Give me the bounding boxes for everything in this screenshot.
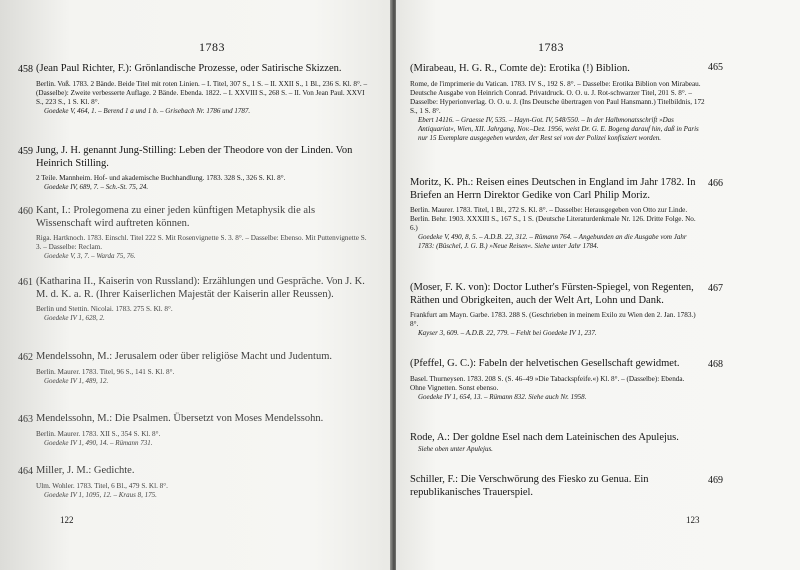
entry-body: Riga. Hartknoch. 1783. Einschl. Titel 222 S. Mit Rosenvignette S. 3. 8°. – Dasselbe: Ebenso. Mit Puttenvignette S. 3. – Dasselbe: Reclam. bbox=[36, 234, 367, 251]
catalog-entry bbox=[18, 351, 368, 386]
catalog-entry bbox=[18, 63, 368, 116]
catalog-entry bbox=[410, 282, 764, 338]
catalog-entry bbox=[18, 145, 368, 192]
entry-body: Basel. Thurneysen. 1783. 208 S. (S. 46–49 »Die Tabackspfeife.«) Kl. 8°. – (Dasselbe): Ebenda. Ohne Vignetten. Sonst ebenso. bbox=[410, 374, 685, 392]
entry-body: Berlin. Maurer. 1783. Titel, 1 Bl., 272 S. Kl. 8°. – Dasselbe: Herausgegeben von Otto zur Linde. Berlin. Behr. 1903. XXXIII S., 167 S., 1 S. (Deutsche Literaturdenkmale Nr. 126. Dritte Folge. No. 6.) bbox=[410, 206, 696, 232]
entry-heading: (Moser, F. K. von): Doctor Luther's Fürsten-Spiegel, von Regenten, Räthen und Obrigkeiten, auch der Welt Art, Lohn und Dank. bbox=[410, 282, 694, 306]
entry-references: Goedeke IV 1, 628, 2. bbox=[44, 314, 105, 322]
catalog-entry bbox=[410, 63, 764, 143]
entry-references: Kayser 3, 609. – A.D.B. 22, 779. – Fehlt bei Goedeke IV 1, 237. bbox=[418, 329, 597, 337]
entry-number: 467 bbox=[708, 283, 723, 294]
catalog-entry bbox=[18, 276, 368, 323]
entry-references: Goedeke IV, 689, 7. – Sch.-St. 75, 24. bbox=[44, 183, 149, 191]
entry-heading: Jung, J. H. genannt Jung-Stilling: Leben der Theodore von der Linden. Von Heinrich Stilling. bbox=[36, 145, 353, 169]
right-page bbox=[396, 0, 800, 570]
entry-heading: Kant, I.: Prolegomena zu einer jeden künftigen Metaphysik die als Wissenschaft wird auftreten können. bbox=[36, 205, 316, 229]
entry-references: Goedeke V, 464, 1. – Berend 1 a und 1 b. – Grisebach Nr. 1786 und 1787. bbox=[44, 106, 251, 115]
entry-body: Ulm. Wohler. 1783. Titel, 6 Bl., 479 S. Kl. 8°. bbox=[36, 481, 168, 490]
entry-number: 460 bbox=[18, 206, 33, 217]
entry-body: Berlin und Stettin. Nicolai. 1783. 275 S. Kl. 8°. bbox=[36, 305, 173, 313]
entry-heading: Schiller, F.: Die Verschwörung des Fiesko zu Genua. Ein republikanisches Trauerspiel. bbox=[410, 474, 649, 498]
entry-references: Goedeke IV 1, 1095, 12. – Kraus 8, 175. bbox=[44, 490, 157, 499]
catalog-entry bbox=[410, 474, 764, 499]
entry-number: 466 bbox=[708, 178, 723, 189]
catalog-entry bbox=[18, 205, 368, 261]
entry-body: Berlin. Maurer. 1783. XII S., 354 S. Kl. 8°. bbox=[36, 429, 161, 438]
catalog-entry bbox=[18, 413, 368, 448]
page-year-header: 1783 bbox=[199, 40, 225, 54]
entry-body: 2 Teile. Mannheim. Hof- und akademische Buchhandlung. 1783. 328 S., 326 S. Kl. 8°. bbox=[36, 174, 286, 182]
page-year-header: 1783 bbox=[538, 40, 564, 54]
entry-heading: (Pfeffel, G. C.): Fabeln der helvetischen Gesellschaft gewidmet. bbox=[410, 358, 680, 369]
entry-heading: (Katharina II., Kaiserin von Russland): Erzählungen und Gespräche. Von J. K. M. d. K. a. R. (Ihrer Kaiserlichen Majestät der Kaiserin aller Reussen). bbox=[36, 276, 365, 300]
entry-references: Goedeke V, 3, 7. – Warda 75, 76. bbox=[44, 252, 136, 260]
page-number: 122 bbox=[60, 515, 74, 525]
entry-number: 459 bbox=[18, 146, 33, 157]
entry-body: Rome, de l'imprimerie du Vatican. 1783. IV S., 192 S. 8°. – Dasselbe: Erotika Biblion von Mirabeau. Deutsche Ausgabe von Heinrich Conrad. Privatdruck. O. O. u. J. Rot-schwarzer Titel, 201 S. 8°. – Dasselbe: Hyperionverlag. O. O. u. J. (Ins Deutsche übertragen von Paul Hansmann.) Titelbildnis, 172 S., 1 S. 8°. bbox=[410, 79, 705, 115]
entry-heading: Moritz, K. Ph.: Reisen eines Deutschen in England im Jahr 1782. In Briefen an Herrn Direktor Gedike von Carl Philip Moriz. bbox=[410, 177, 696, 201]
entry-references: Goedeke V, 490, 8, 5. – A.D.B. 22, 312. – Rümann 764. – Angebunden an die Ausgabe vom Jahr 1783: (Büschel, J. G. B.) »Neue Reisen«. Siehe unter Jahr 1784. bbox=[418, 233, 687, 250]
entry-number: 469 bbox=[708, 475, 723, 486]
entry-number: 461 bbox=[18, 277, 33, 288]
catalog-entry bbox=[410, 177, 764, 251]
entry-heading: (Mirabeau, H. G. R., Comte de): Erotika (!) Biblion. bbox=[410, 63, 630, 74]
entry-references: Goedeke IV 1, 490, 14. – Rümann 731. bbox=[44, 438, 153, 447]
entry-body: Berlin. Maurer. 1783. Titel, 96 S., 141 S. Kl. 8°. bbox=[36, 367, 175, 376]
catalog-entry bbox=[410, 432, 764, 454]
entry-number: 462 bbox=[18, 352, 33, 363]
entry-body: Frankfurt am Mayn. Garbe. 1783. 288 S. (Geschrieben in meinem Exilo zu Wien den 2. Jan. 1783.) 8°. bbox=[410, 311, 696, 328]
left-page bbox=[0, 0, 392, 570]
entry-number: 458 bbox=[18, 64, 33, 75]
catalog-entry bbox=[410, 358, 764, 402]
catalog-entry bbox=[18, 465, 368, 500]
entry-heading: Mendelssohn, M.: Die Psalmen. Übersetzt von Moses Mendelssohn. bbox=[36, 413, 324, 424]
entry-number: 468 bbox=[708, 359, 723, 370]
entry-references: Siehe oben unter Apulejus. bbox=[418, 444, 493, 453]
entry-number: 463 bbox=[18, 414, 33, 425]
entry-references: Goedeke IV 1, 654, 13. – Rümann 832. Siehe auch Nr. 1958. bbox=[418, 392, 587, 401]
entry-references: Ebert 14116. – Graesse IV, 535. – Hayn-Got. IV, 548/550. – In der Halbmonatsschrift »Das Antiquariat«, Wien, XII. Jahrgang, Nov.–Dez. 1956, weist Dr. G. E. Bogeng darauf hin, daß in Paris nur 15 Exemplare ausgegeben wurden, der Rest sei von der Polizei konfisziert worden. bbox=[418, 115, 699, 142]
entry-heading: (Jean Paul Richter, F.): Grönlandische Prozesse, oder Satirische Skizzen. bbox=[36, 63, 342, 74]
entry-number: 464 bbox=[18, 466, 33, 477]
entry-heading: Miller, J. M.: Gedichte. bbox=[36, 465, 135, 476]
entry-body: Berlin. Voß. 1783. 2 Bände. Beide Titel mit roten Linien. – I. Titel, 307 S., 1 S. – II. XXII S., 1 Bl., 236 S. Kl. 8°. – (Dasselbe): Zweite verbesserte Auflage. 2 Bände. Ebenda. 1822. – I. XXVIII S., 268 S. – II. Von Jean Paul. XXVI S., 223 S., 1 S. Kl. 8°. bbox=[36, 79, 368, 106]
entry-references: Goedeke IV 1, 489, 12. bbox=[44, 376, 109, 385]
entry-heading: Rode, A.: Der goldne Esel nach dem Lateinischen des Apulejus. bbox=[410, 432, 679, 443]
page-number: 123 bbox=[686, 515, 700, 525]
entry-heading: Mendelssohn, M.: Jerusalem oder über religiöse Macht und Judentum. bbox=[36, 351, 332, 362]
entry-number: 465 bbox=[708, 62, 723, 73]
